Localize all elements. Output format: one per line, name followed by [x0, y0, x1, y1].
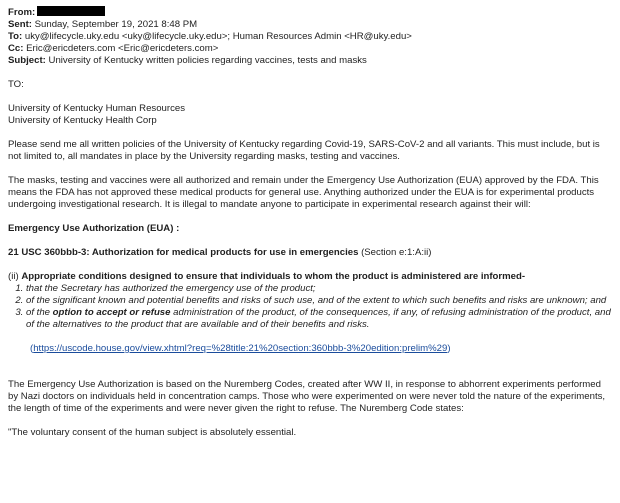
email-message: [8, 6, 612, 439]
paragraph-eua: The masks, testing and vaccines were all authorized and remain under the Emergency Use Authorization (EUA) approved by the FDA. This means the FDA has not approved these medical products for general use. Anything authorized under the EUA is for experimental products undergoing investigational research. It is illegal to mandate anyone to participate in experimental research against their will:: [8, 175, 599, 210]
cc-line: [8, 43, 612, 55]
item-3-pre: of the: [26, 307, 53, 318]
to-value: uky@lifecycle.uky.edu <uky@lifecycle.uky.edu>; Human Resources Admin <HR@uky.edu>: [22, 31, 412, 42]
conditions-heading: Appropriate conditions designed to ensure that individuals to whom the product is administered are informed-: [21, 271, 526, 282]
conditions-prefix: (ii): [8, 271, 22, 282]
subject-label: Subject:: [8, 55, 46, 66]
list-item: 2. of the significant known and potential benefits and risks of such use, and of the extent to which such benefits and risks are unknown; and: [26, 295, 612, 307]
item-3-post: administration of the product, of the consequences, if any, of refusing administration of the product, and of the alternatives to the product that are available and of their benefits and risks.: [26, 307, 611, 330]
eua-heading: Emergency Use Authorization (EUA) :: [8, 223, 180, 234]
subject-line: [8, 55, 612, 67]
redacted-sender: [37, 6, 105, 16]
usc-heading: 21 USC 360bbb-3: Authorization for medical products for use in emergencies: [8, 247, 359, 258]
to-line: [8, 31, 612, 43]
conditions-line: [8, 271, 612, 283]
citation-line: [8, 343, 612, 355]
uscode-link[interactable]: https://uscode.house.gov/view.xhtml?req=%28title:21%20section:360bbb-3%20edition:prelim%29: [33, 343, 448, 354]
paragraph-request: Please send me all written policies of the University of Kentucky regarding Covid-19, SARS-CoV-2 and all variants. This must include, but is not limited to, all mandates in place by the University regarding masks, testing and vaccines.: [8, 139, 600, 162]
usc-section: (Section e:1:A:ii): [358, 247, 432, 258]
quote-line: "The voluntary consent of the human subject is absolutely essential.: [8, 427, 297, 438]
list-item: [26, 307, 612, 331]
sent-value: Sunday, September 19, 2021 8:48 PM: [31, 19, 198, 30]
list-item: 1. that the Secretary has authorized the emergency use of the product;: [26, 283, 612, 295]
recipient-1: University of Kentucky Human Resources: [8, 103, 186, 114]
from-line: [8, 6, 612, 19]
sent-line: [8, 19, 612, 31]
link-open-paren: (: [30, 343, 34, 354]
item-3-emphasis: option to accept or refuse: [52, 307, 171, 318]
to-label: To:: [8, 31, 23, 42]
usc-line: [8, 247, 612, 259]
conditions-list: [8, 283, 612, 331]
from-label: From:: [8, 7, 36, 18]
subject-value: University of Kentucky written policies regarding vaccines, tests and masks: [45, 55, 367, 66]
to-heading: TO:: [8, 79, 24, 90]
link-close-paren: ): [447, 343, 451, 354]
cc-label: Cc:: [8, 43, 24, 54]
sent-label: Sent:: [8, 19, 32, 30]
recipient-2: University of Kentucky Health Corp: [8, 115, 157, 126]
paragraph-nuremberg: The Emergency Use Authorization is based on the Nuremberg Codes, created after WW II, in response to abhorrent experiments performed by Nazi doctors on individuals held in concentration camps. Those who were experimented on were never told the nature of the experiments, the length of time of the experiments and were never given the right to refuse. The Nuremberg Code states:: [8, 379, 606, 414]
cc-value: Eric@ericdeters.com <Eric@ericdeters.com>: [23, 43, 219, 54]
